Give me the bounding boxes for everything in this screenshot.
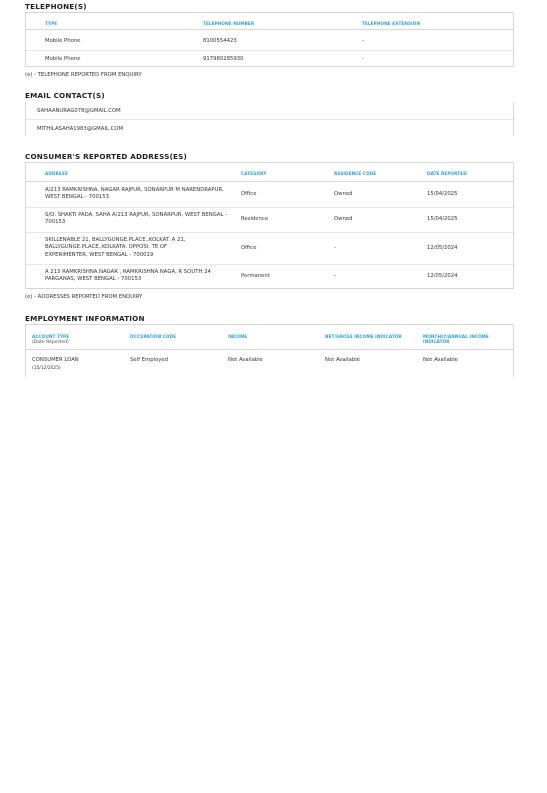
col-monthly-annual-indicator: MONTHLY/ANNUAL INCOME INDICATOR bbox=[423, 334, 489, 344]
employment-title: EMPLOYMENT INFORMATION bbox=[25, 314, 145, 323]
telephone-type: Mobile Phone bbox=[45, 38, 81, 44]
col-telephone-number: TELEPHONE NUMBER bbox=[203, 21, 255, 26]
col-address: ADDRESS bbox=[45, 171, 68, 176]
address-text: A/213 RAMKRISHNA. NAGAR RAJPUR, SONARPUR M NARENDRAPUR, WEST BENGAL - 700153 bbox=[45, 187, 224, 201]
date-reported-label: (Date Reported) bbox=[32, 340, 69, 345]
emails-title: EMAIL CONTACT(S) bbox=[25, 91, 105, 100]
address-category: Office bbox=[241, 245, 257, 251]
col-net-gross-indicator: NET/GROSS INCOME INDICATOR bbox=[325, 334, 402, 339]
telephone-extension: - bbox=[362, 56, 364, 62]
net-gross-indicator: Not Available bbox=[325, 357, 360, 363]
col-account-type bbox=[32, 334, 69, 345]
address-residence-code: Owned bbox=[334, 216, 353, 222]
col-occupation-code: OCCUPATION CODE bbox=[130, 334, 177, 339]
address-text: SKILLENABLE 21, BALLYGUNGE.PLACE.,KOLKAT. A 21, BALLYGUNGE.PLACE.,KOLKATA. OPPOSI. TE OF EXPERIMENTER, WEST BENGAL - 700019 bbox=[45, 237, 186, 258]
occupation-code: Self Employed bbox=[130, 357, 168, 363]
address-date-reported: 12/05/2024 bbox=[427, 245, 458, 251]
col-category: CATEGORY bbox=[241, 171, 267, 176]
addresses-table bbox=[25, 162, 514, 289]
row-divider bbox=[26, 232, 513, 233]
address-text: A 213 RAMKRISHNA.NAGAR , RAMKRISHNA.NAGA, R SOUTH 24 PARGANAS, WEST BENGAL - 700153 bbox=[45, 269, 211, 283]
income: Not Available bbox=[228, 357, 263, 363]
telephone-type: Mobile Phone bbox=[45, 56, 81, 62]
addresses-header-row bbox=[26, 163, 513, 182]
telephones-title: TELEPHONE(S) bbox=[25, 2, 87, 11]
telephones-header-row bbox=[26, 13, 513, 30]
email-item: MITHILASAHA1983@GMAIL.COM bbox=[37, 126, 124, 132]
date-reported: (15/12/2025) bbox=[32, 366, 61, 371]
row-divider bbox=[26, 207, 513, 208]
address-date-reported: 12/05/2024 bbox=[427, 273, 458, 279]
address-date-reported: 15/04/2025 bbox=[427, 216, 458, 222]
address-category: Residence bbox=[241, 216, 269, 222]
col-date-reported: DATE REPORTED bbox=[427, 171, 467, 176]
telephones-table bbox=[25, 12, 514, 67]
employment-header-row bbox=[26, 325, 513, 350]
address-residence-code: - bbox=[334, 245, 336, 251]
emails-list bbox=[25, 102, 514, 136]
col-income: INCOME bbox=[228, 334, 248, 339]
telephone-number: 8100554423 bbox=[203, 38, 237, 44]
addresses-note: (e) - ADDRESSES REPORTED FROM ENQUIRY bbox=[25, 294, 143, 300]
telephone-number: 917980285930 bbox=[203, 56, 244, 62]
telephones-note: (e) - TELEPHONE REPORTED FROM ENQUIRY bbox=[25, 72, 142, 78]
row-divider bbox=[26, 119, 513, 120]
row-divider bbox=[26, 50, 513, 51]
address-date-reported: 15/04/2025 bbox=[427, 191, 458, 197]
addresses-title: CONSUMER'S REPORTED ADDRESS(ES) bbox=[25, 152, 188, 161]
address-category: Office bbox=[241, 191, 257, 197]
col-type: TYPE bbox=[45, 21, 58, 26]
employment-table bbox=[25, 324, 514, 377]
account-type-label: ACCOUNT TYPE bbox=[32, 334, 70, 339]
row-divider bbox=[26, 264, 513, 265]
monthly-annual-indicator: Not Available bbox=[423, 357, 458, 363]
col-telephone-extension: TELEPHONE EXTENSION bbox=[362, 21, 421, 26]
address-residence-code: - bbox=[334, 273, 336, 279]
address-category: Permanent bbox=[241, 273, 270, 279]
address-residence-code: Owned bbox=[334, 191, 353, 197]
telephone-extension: - bbox=[362, 38, 364, 44]
email-item: SAHAANURAG078@GMAIL.COM bbox=[37, 108, 121, 114]
address-text: S/O: SHAKTI PADA, SAHA A/213 RAJPUR, SONARPUR, WEST BENGAL - 700153 bbox=[45, 212, 228, 226]
account-type: CONSUMER LOAN bbox=[32, 357, 79, 363]
col-residence-code: RESIDENCE CODE bbox=[334, 171, 377, 176]
